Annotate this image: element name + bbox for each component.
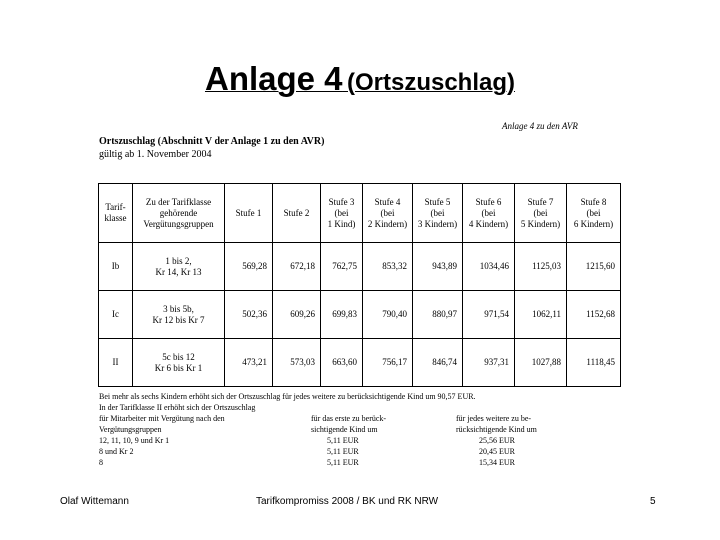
- cell-value: 756,17: [363, 339, 413, 387]
- cell-value: 1152,68: [567, 291, 621, 339]
- table-row: [99, 339, 621, 387]
- cell-value: 502,36: [225, 291, 273, 339]
- cell-tarifklasse: Ib: [99, 243, 133, 291]
- supplement-col1-heading: für Mitarbeiter mit Vergütung nach den: [99, 414, 225, 423]
- cell-groups: 5c bis 12 Kr 6 bis Kr 1: [133, 339, 225, 387]
- supplement-groups: 8 und Kr 2: [99, 447, 134, 456]
- cell-value: 762,75: [321, 243, 363, 291]
- cell-tarifklasse: II: [99, 339, 133, 387]
- cell-value: 880,97: [413, 291, 463, 339]
- cell-groups: 3 bis 5b, Kr 12 bis Kr 7: [133, 291, 225, 339]
- tariff-table: [98, 183, 621, 387]
- slide-title-paren: (Ortszuschlag): [346, 69, 516, 96]
- cell-value: 663,60: [321, 339, 363, 387]
- cell-value: 573,03: [273, 339, 321, 387]
- cell-value: 1118,45: [567, 339, 621, 387]
- cell-value: 1062,11: [515, 291, 567, 339]
- supplement-col3-heading: für jedes weitere zu be-: [456, 414, 532, 423]
- cell-value: 672,18: [273, 243, 321, 291]
- notes-section: [99, 391, 639, 479]
- header-stufe-1: Stufe 1: [225, 184, 273, 243]
- cell-value: 943,89: [413, 243, 463, 291]
- annex-label: Anlage 4 zu den AVR: [502, 121, 578, 131]
- cell-tarifklasse: Ic: [99, 291, 133, 339]
- supplement-groups: 8: [99, 458, 103, 467]
- supplement-grid: [99, 413, 639, 479]
- cell-value: 569,28: [225, 243, 273, 291]
- table-header-row: [99, 184, 621, 243]
- footer-center-text: Tarifkompromiss 2008 / BK und RK NRW: [256, 496, 439, 507]
- cell-value: 699,83: [321, 291, 363, 339]
- valid-from-date: gültig ab 1. November 2004: [99, 149, 212, 160]
- cell-groups: 1 bis 2, Kr 14, Kr 13: [133, 243, 225, 291]
- table-row: [99, 291, 621, 339]
- supplement-further-child: 25,56 EUR: [479, 436, 515, 445]
- cell-value: 790,40: [363, 291, 413, 339]
- header-vergutungsgruppen: Zu der Tarifklasse gehörende Vergütungsgruppen: [133, 184, 225, 243]
- cell-value: 1125,03: [515, 243, 567, 291]
- supplement-first-child: 5,11 EUR: [327, 458, 359, 467]
- cell-value: 846,74: [413, 339, 463, 387]
- slide-title-main: Anlage 4: [204, 60, 343, 97]
- header-stufe-5: Stufe 5 (bei 3 Kindern): [413, 184, 463, 243]
- header-stufe-3: Stufe 3 (bei 1 Kind): [321, 184, 363, 243]
- header-stufe-7: Stufe 7 (bei 5 Kindern): [515, 184, 567, 243]
- supplement-col2-heading: für das erste zu berück-: [311, 414, 387, 423]
- supplement-further-child: 20,45 EUR: [479, 447, 515, 456]
- header-stufe-6: Stufe 6 (bei 4 Kindern): [463, 184, 515, 243]
- footer-author: Olaf Wittemann: [60, 496, 129, 507]
- header-stufe-4: Stufe 4 (bei 2 Kindern): [363, 184, 413, 243]
- header-stufe-8: Stufe 8 (bei 6 Kindern): [567, 184, 621, 243]
- footer-page-number: 5: [650, 496, 656, 507]
- note-line: Bei mehr als sechs Kindern erhöht sich der Ortszuschlag für jedes weitere zu berücksichtigende Kind um 90,57 EUR.: [99, 392, 476, 401]
- supplement-first-child: 5,11 EUR: [327, 436, 359, 445]
- cell-value: 971,54: [463, 291, 515, 339]
- supplement-first-child: 5,11 EUR: [327, 447, 359, 456]
- supplement-further-child: 15,34 EUR: [479, 458, 515, 467]
- supplement-col2-heading: sichtigende Kind um: [311, 425, 378, 434]
- cell-value: 1034,46: [463, 243, 515, 291]
- cell-value: 609,26: [273, 291, 321, 339]
- header-tarifklasse: Tarif- klasse: [99, 184, 133, 243]
- supplement-groups: 12, 11, 10, 9 und Kr 1: [99, 436, 170, 445]
- cell-value: 1215,60: [567, 243, 621, 291]
- note-line: In der Tarifklasse II erhöht sich der Ortszuschlag: [99, 403, 256, 412]
- document-heading: Ortszuschlag (Abschnitt V der Anlage 1 zu den AVR): [99, 136, 325, 147]
- cell-value: 1027,88: [515, 339, 567, 387]
- cell-value: 473,21: [225, 339, 273, 387]
- cell-value: 937,31: [463, 339, 515, 387]
- supplement-col1-heading: Vergütungsgruppen: [99, 425, 162, 434]
- slide-title: [0, 60, 720, 98]
- cell-value: 853,32: [363, 243, 413, 291]
- header-stufe-2: Stufe 2: [273, 184, 321, 243]
- table-row: [99, 243, 621, 291]
- supplement-col3-heading: rücksichtigende Kind um: [456, 425, 537, 434]
